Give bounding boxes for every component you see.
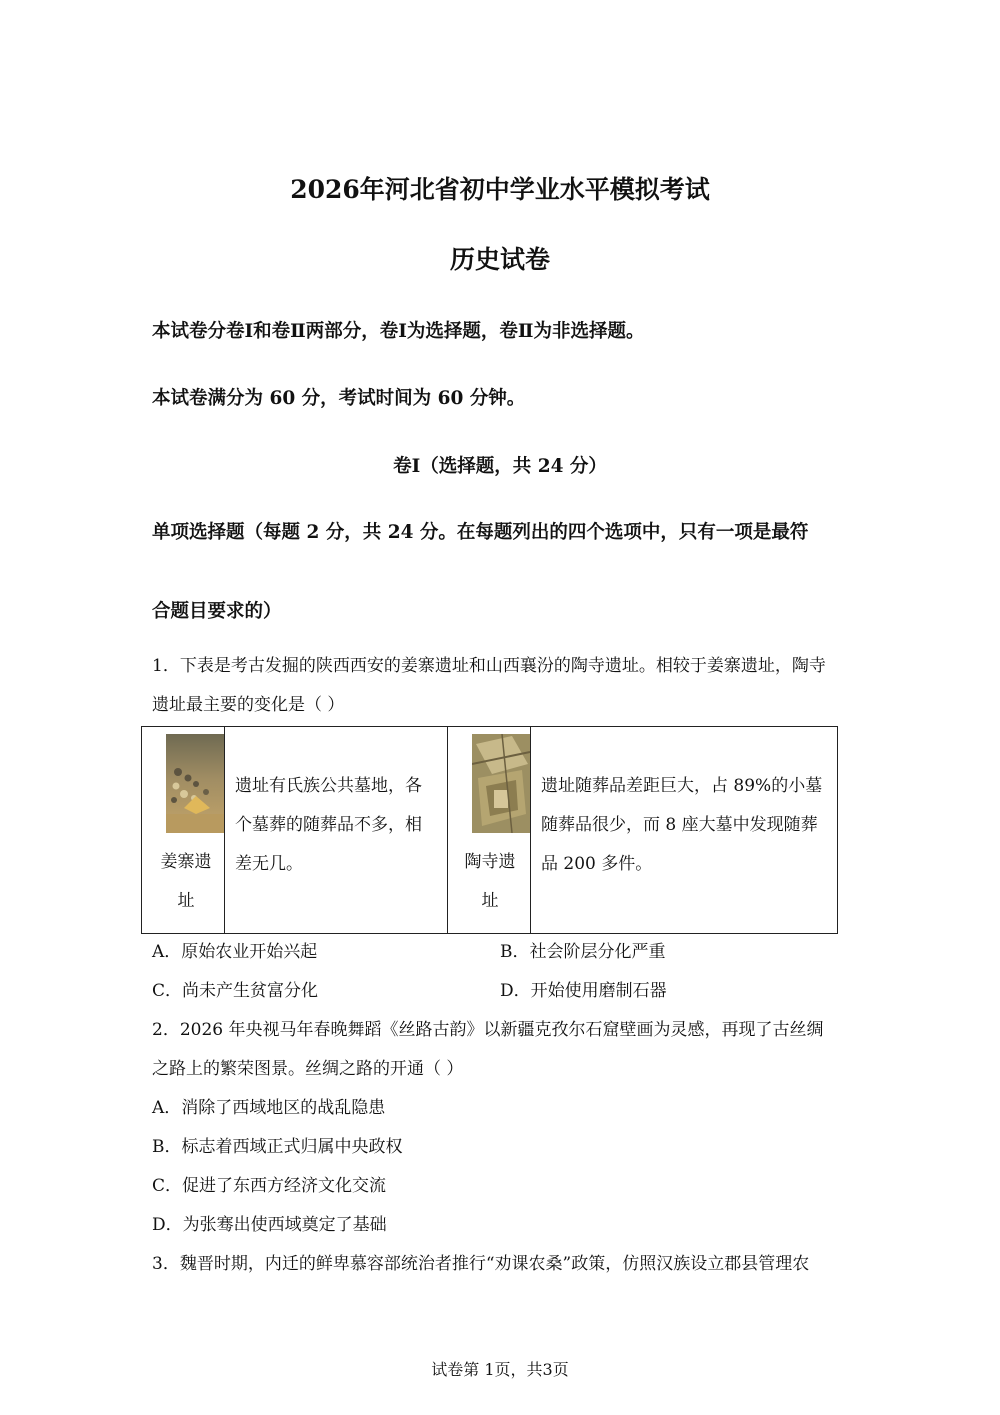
q1-option-b: B．社会阶层分化严重 [500,942,666,962]
site2-name-line-1: 陶寺遗 [464,852,516,872]
q2-option-d: D．为张骞出使西域奠定了基础 [152,1215,387,1235]
site1-name-line-1: 姜寨遗 [160,852,212,872]
q1-option-d: D．开始使用磨制石器 [500,981,667,1001]
site1-name-line-2: 址 [177,891,195,911]
exam-title: 2026年河北省初中学业水平模拟考试 [290,175,710,204]
site2-desc-line-2: 随葬品很少，而 8 座大墓中发现随葬 [541,815,818,835]
q2-option-b: B．标志着西域正式归属中央政权 [152,1137,403,1157]
page-number: 试卷第 1页，共3页 [431,1360,569,1379]
q3-stem-line-1: 3．魏晋时期，内迁的鲜卑慕容部统治者推行“劝课农桑”政策，仿照汉族设立郡县管理农 [152,1254,810,1274]
q1-stem-line-1: 1．下表是考古发掘的陕西西安的姜寨遗址和山西襄汾的陶寺遗址。相较于姜寨遗址，陶寺 [152,656,826,676]
site2-desc-line-1: 遗址随葬品差距巨大，占 89%的小墓 [541,776,823,796]
table-divider [530,727,531,933]
exam-subtitle: 历史试卷 [449,245,550,274]
section-instruction-line-2: 合题目要求的） [152,601,282,622]
instruction-line-1: 本试卷分卷Ⅰ和卷Ⅱ两部分，卷Ⅰ为选择题，卷Ⅱ为非选择题。 [152,321,645,342]
q1-option-a: A．原始农业开始兴起 [152,942,318,962]
site1-desc-line-3: 差无几。 [235,854,303,874]
table-divider [447,727,448,933]
section-title: 卷Ⅰ（选择题，共 24 分） [393,456,607,477]
q1-site-table [141,726,838,934]
q2-option-c: C．促进了东西方经济文化交流 [152,1176,387,1196]
jiangzhai-site-photo [166,734,224,833]
q2-stem-line-2: 之路上的繁荣图景。丝绸之路的开通（ ） [152,1059,464,1079]
q1-option-c: C．尚未产生贫富分化 [152,981,319,1001]
site2-desc-line-3: 品 200 多件。 [541,854,653,874]
instruction-line-2: 本试卷满分为 60 分，考试时间为 60 分钟。 [152,388,526,409]
taosi-site-photo [472,734,530,833]
site1-desc-line-1: 遗址有氏族公共墓地，各 [235,776,422,796]
site2-name-line-2: 址 [481,891,499,911]
section-instruction-line-1: 单项选择题（每题 2 分，共 24 分。在每题列出的四个选项中，只有一项是最符 [152,522,809,543]
site1-desc-line-2: 个墓葬的随葬品不多，相 [235,815,422,835]
table-divider [224,727,225,933]
q2-option-a: A．消除了西域地区的战乱隐患 [152,1098,386,1118]
q2-stem-line-1: 2．2026 年央视马年春晚舞蹈《丝路古韵》以新疆克孜尔石窟壁画为灵感，再现了古丝绸 [152,1020,824,1040]
q1-stem-line-2: 遗址最主要的变化是（ ） [152,695,345,715]
